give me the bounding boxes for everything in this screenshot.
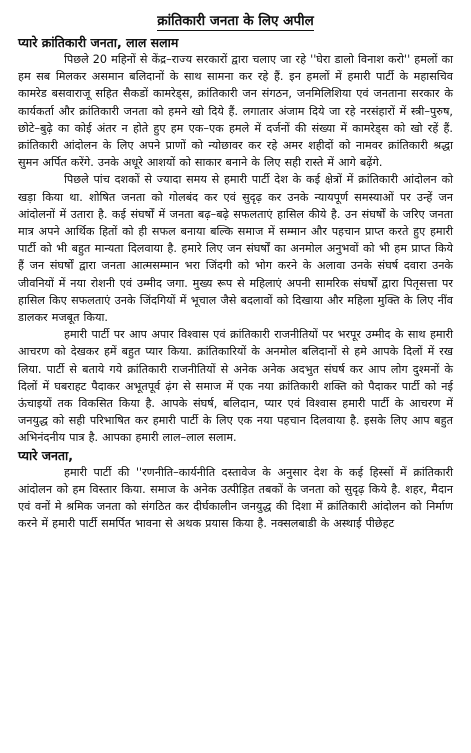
salutation-comrades: प्यारे क्रांतिकारी जनता, लाल सलाम	[18, 35, 179, 50]
paragraph-1: पिछले 20 महिनों से केंद्र–राज्य सरकारों द्वारा चलाए जा रहे ''घेरा डालो विनाश करो'' हमलों का हम सब मिलकर असमान बलिदानों के साथ सामना कर रहे हैं. इन हमलों में हमारी पार्टी के महासचिव कामरेड बसवाराजू सहित सैकडों कामरेड्स, क्रांतिकारी जन संगठन, जनमिलिशिया एवं जनताना सरकार के कार्यकर्ता और क्रांतिकारी जनता को हमने खो दिये हैं. लगातार अंजाम दिये जा रहे नरसंहारों में स्त्री–पुरुष, छोटे–बुढ़े का कोई अंतर न होते हुए हम एक–एक हमले में दर्जनों की संख्या में कामरेड्स को खो रहें हैं. क्रांतिकारी आंदोलन के लिए अपने प्राणों को न्योछावर कर रहे अमर शहीदों को नामवर क्रांतिकारी श्रद्धा सुमन अर्पित करेंगे. उनके अधूरे आशयों को साकार बनाने के लिए सही रास्ते में आगे बढ़ेंगे.	[18, 53, 453, 170]
paragraph-4: हमारी पार्टी की ''रणनीति–कार्यनीति दस्तावेज के अनुसार देश के कई हिस्सों में क्रांतिकारी आंदोलन को हम विस्तार किया. समाज के अनेक उत्पीड़ित तबकों के जनता को सुदृढ़ किये है. शहर, मैदान एवं वनों मे श्रमिक जनता को संगठित कर दीर्घकालीन जनयुद्ध की दिशा में क्रांतिकारी आंदोलन को निर्माण करने में हमारी पार्टी समर्पित भावना से अथक प्रयास किया है. नक्सलबाडी के अस्थाई पीछेहट	[18, 465, 453, 531]
salutation-people: प्यारे जनता,	[18, 447, 74, 463]
page-title	[18, 12, 453, 30]
paragraph-2: पिछले पांच दशकों से ज्यादा समय से हमारी पार्टी देश के कई क्षेत्रों में क्रांतिकारी आंदोलन को खड़ा किया था. शोषित जनता को गोलबंद कर एवं सुदृढ़ कर उनके न्यायपूर्ण समस्याओं पर उन्हें जन आंदोलनों में उतारा है. कई संघर्षों में जनता बढ़–बढ़े सफलताएं हासिल कीये है. उन संघर्षों के जरिए जनता मात्र अपने आर्थिक हितों को ही सफल बनाया बल्कि समाज में सम्मान और पहचान प्राप्त करते हुए हमारी पार्टी को भी बहुत मान्यता दिलवाया है. हमारे लिए जन संघर्षों का अनमोल अनुभवों को भी हम प्राप्त किये हैं जन संघर्षों द्वारा जनता आत्मसम्मान भरा जिंदगी को भोग करने के अलावा उनके संघर्ष दवारा उनके जीवनियों में नया रोशनी एवं उम्मीद जगा. मुख्य रूप से महिलाएं अपनी सामरिक संघर्षों द्वारा पितृसत्ता पर हासिल किए सफलताएं उनके जिंदगियों में भूचाल जैसे बदलावों को दिखाया और महिला मुक्ति के लिए नींव डालकर मजबूत किया.	[18, 173, 453, 325]
paragraph-3: हमारी पार्टी पर आप अपार विश्वास एवं क्रांतिकारी राजनीतियों पर भरपूर उम्मीद के साथ हमारी आचरण को देखकर हमें बहुत प्यार किया. क्रांतिकारियों के अनमोल बलिदानों से हमे आपके दिलों में रख लिया. पार्टी से बताये गये क्रांतिकारी राजनीतियों से अनेक अनेक अदभुत संघर्ष कर आप लोग दुश्मनों के दिलों में घबराहट पैदाकर अभूतपूर्व ढ़ंग से समाज में एक नया क्रांतिकारी शक्ति को पैदाकर पार्टी को नई ऊंचाइयों तक विकसित किया है. आपके संघर्ष, बलिदान, प्यार एवं विश्वास हमारी पार्टी के आचरण में जनयुद्ध को सही परिभाषित कर हमारी पार्टी के लिए एक नया पहचान दिलवाया है. इसके लिए आप बहुत अभिनंदनीय पात्र है. आपका हमारी लाल–लाल सलाम.	[18, 328, 453, 445]
page-title-text: क्रांतिकारी जनता के लिए अपील	[157, 13, 314, 29]
